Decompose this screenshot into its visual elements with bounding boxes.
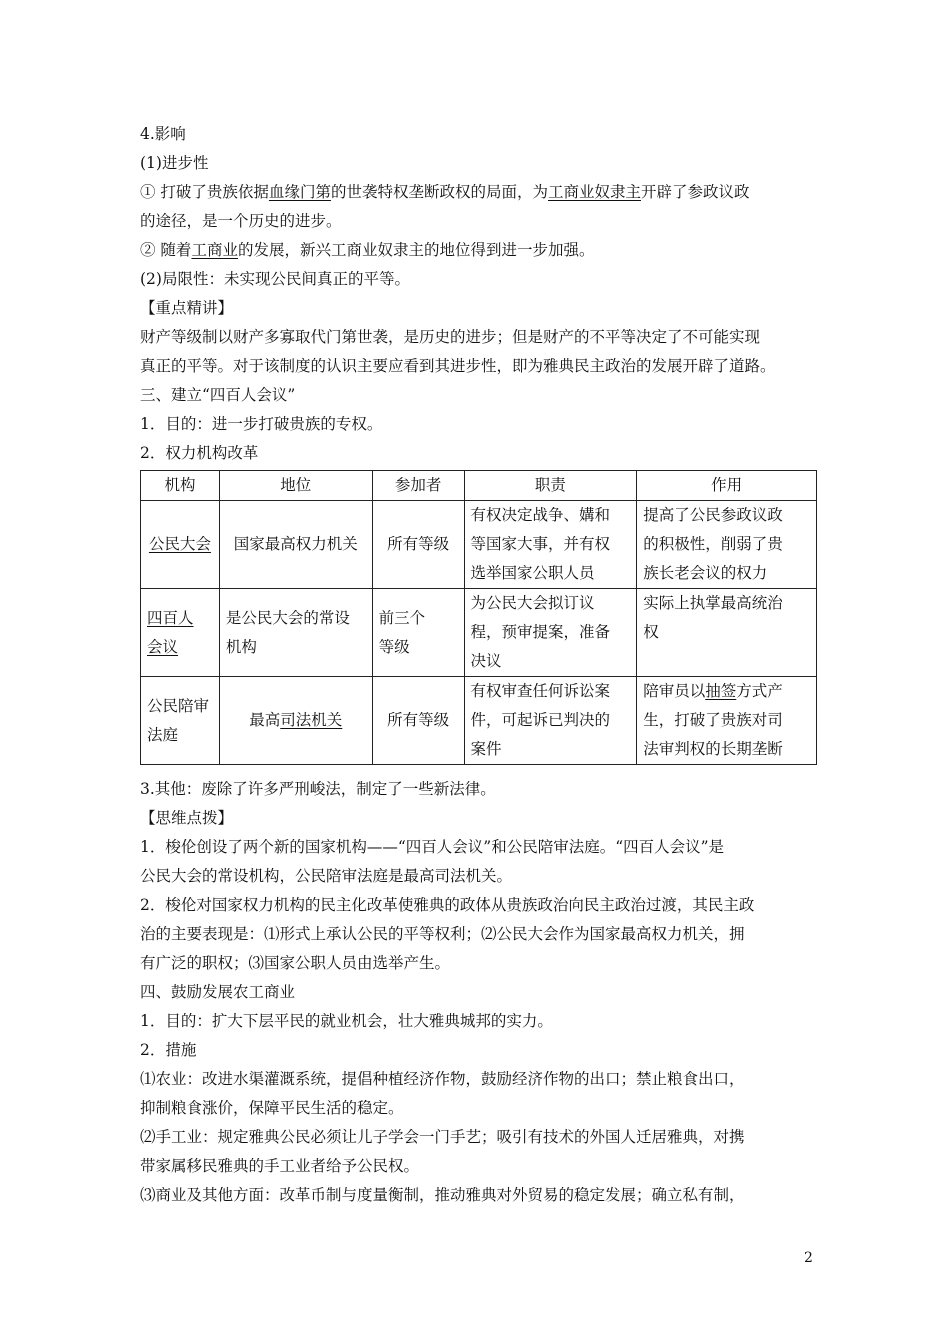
column-header: 作用 [637, 471, 817, 501]
paragraph: 真正的平等。对于该制度的认识主要应看到其进步性，即为雅典民主政治的发展开辟了道路。 [140, 357, 776, 375]
page-number: 2 [804, 1250, 813, 1266]
paragraph: ② 随着工商业的发展，新兴工商业奴隶主的地位得到进一步加强。 [140, 241, 595, 259]
table-row [141, 589, 817, 677]
underlined-term: 工商业 [191, 241, 238, 259]
section-heading: 4.影响 [140, 125, 186, 143]
list-item: 3.其他：废除了许多严刑峻法，制定了一些新法律。 [140, 780, 496, 798]
paragraph: 抑制粮食涨价，保障平民生活的稳定。 [140, 1099, 404, 1117]
table-cell: 有权决定战争、媾和 等国家大事，并有权 选举国家公职人员 [464, 501, 637, 589]
column-header: 机构 [141, 471, 220, 501]
column-header: 参加者 [372, 471, 464, 501]
table-row [141, 677, 817, 765]
table-row [141, 501, 817, 589]
column-header: 地位 [219, 471, 372, 501]
paragraph: ⑵手工业：规定雅典公民必须让儿子学会一门手艺；吸引有技术的外国人迁居雅典，对携 [140, 1128, 745, 1146]
table-cell: 公民大会 [141, 501, 220, 589]
section-heading: 三、建立“四百人会议” [140, 386, 296, 404]
paragraph: 带家属移民雅典的手工业者给予公民权。 [140, 1157, 420, 1175]
paragraph: (2)局限性：未实现公民间真正的平等。 [140, 270, 410, 288]
paragraph: ① 打破了贵族依据血缘门第的世袭特权垄断政权的局面，为工商业奴隶主开辟了参政议政 [140, 183, 750, 201]
table-cell: 前三个 等级 [372, 589, 464, 677]
paragraph: 治的主要表现是：⑴形式上承认公民的平等权利；⑵公民大会作为国家最高权力机关，拥 [140, 925, 745, 943]
focus-heading: 【重点精讲】 [140, 299, 234, 317]
list-item: 1．目的：扩大下层平民的就业机会，壮大雅典城邦的实力。 [140, 1012, 553, 1030]
column-header: 职责 [464, 471, 637, 501]
paragraph: 财产等级制以财产多寡取代门第世袭，是历史的进步；但是财产的不平等决定了不可能实现 [140, 328, 761, 346]
table-cell: 为公民大会拟订议 程，预审提案，准备 决议 [464, 589, 637, 677]
paragraph: ⑶商业及其他方面：改革币制与度量衡制，推动雅典对外贸易的稳定发展；确立私有制， [140, 1186, 745, 1204]
underlined-term: 工商业奴隶主 [547, 183, 641, 201]
table-cell: 所有等级 [372, 501, 464, 589]
table-cell: 是公民大会的常设 机构 [219, 589, 372, 677]
paragraph: 1．梭伦创设了两个新的国家机构——“四百人会议”和公民陪审法庭。“四百人会议”是 [140, 838, 725, 856]
table-cell: 国家最高权力机关 [219, 501, 372, 589]
section-heading: 四、鼓励发展农工商业 [140, 983, 296, 1001]
thinking-heading: 【思维点拨】 [140, 809, 234, 827]
table-cell: 提高了公民参政议政 的积极性，削弱了贵 族长老会议的权力 [637, 501, 817, 589]
list-item: 1．目的：进一步打破贵族的专权。 [140, 415, 383, 433]
paragraph: 有广泛的职权；⑶国家公职人员由选举产生。 [140, 954, 451, 972]
table-cell: 所有等级 [372, 677, 464, 765]
table-cell: 四百人 会议 [141, 589, 220, 677]
paragraph: 公民大会的常设机构，公民陪审法庭是最高司法机关。 [140, 867, 513, 885]
table-header-row [141, 471, 817, 501]
table-cell: 有权审查任何诉讼案 件，可起诉已判决的 案件 [464, 677, 637, 765]
list-item: 2．权力机构改革 [140, 444, 259, 462]
table-cell: 最高司法机关 [219, 677, 372, 765]
power-institutions-table [140, 470, 817, 765]
table-cell: 公民陪审 法庭 [141, 677, 220, 765]
paragraph: 的途径，是一个历史的进步。 [140, 212, 342, 230]
table-cell: 陪审员以抽签方式产 生，打破了贵族对司 法审判权的长期垄断 [637, 677, 817, 765]
paragraph: 2．梭伦对国家权力机构的民主化改革使雅典的政体从贵族政治向民主政治过渡，其民主政 [140, 896, 755, 914]
table-cell: 实际上执掌最高统治 权 [637, 589, 817, 677]
document-body [140, 120, 820, 1210]
list-item: 2．措施 [140, 1041, 197, 1059]
paragraph: (1)进步性 [140, 154, 209, 172]
paragraph: ⑴农业：改进水渠灌溉系统，提倡种植经济作物，鼓励经济作物的出口；禁止粮食出口， [140, 1070, 745, 1088]
underlined-term: 血缘门第 [268, 183, 331, 201]
